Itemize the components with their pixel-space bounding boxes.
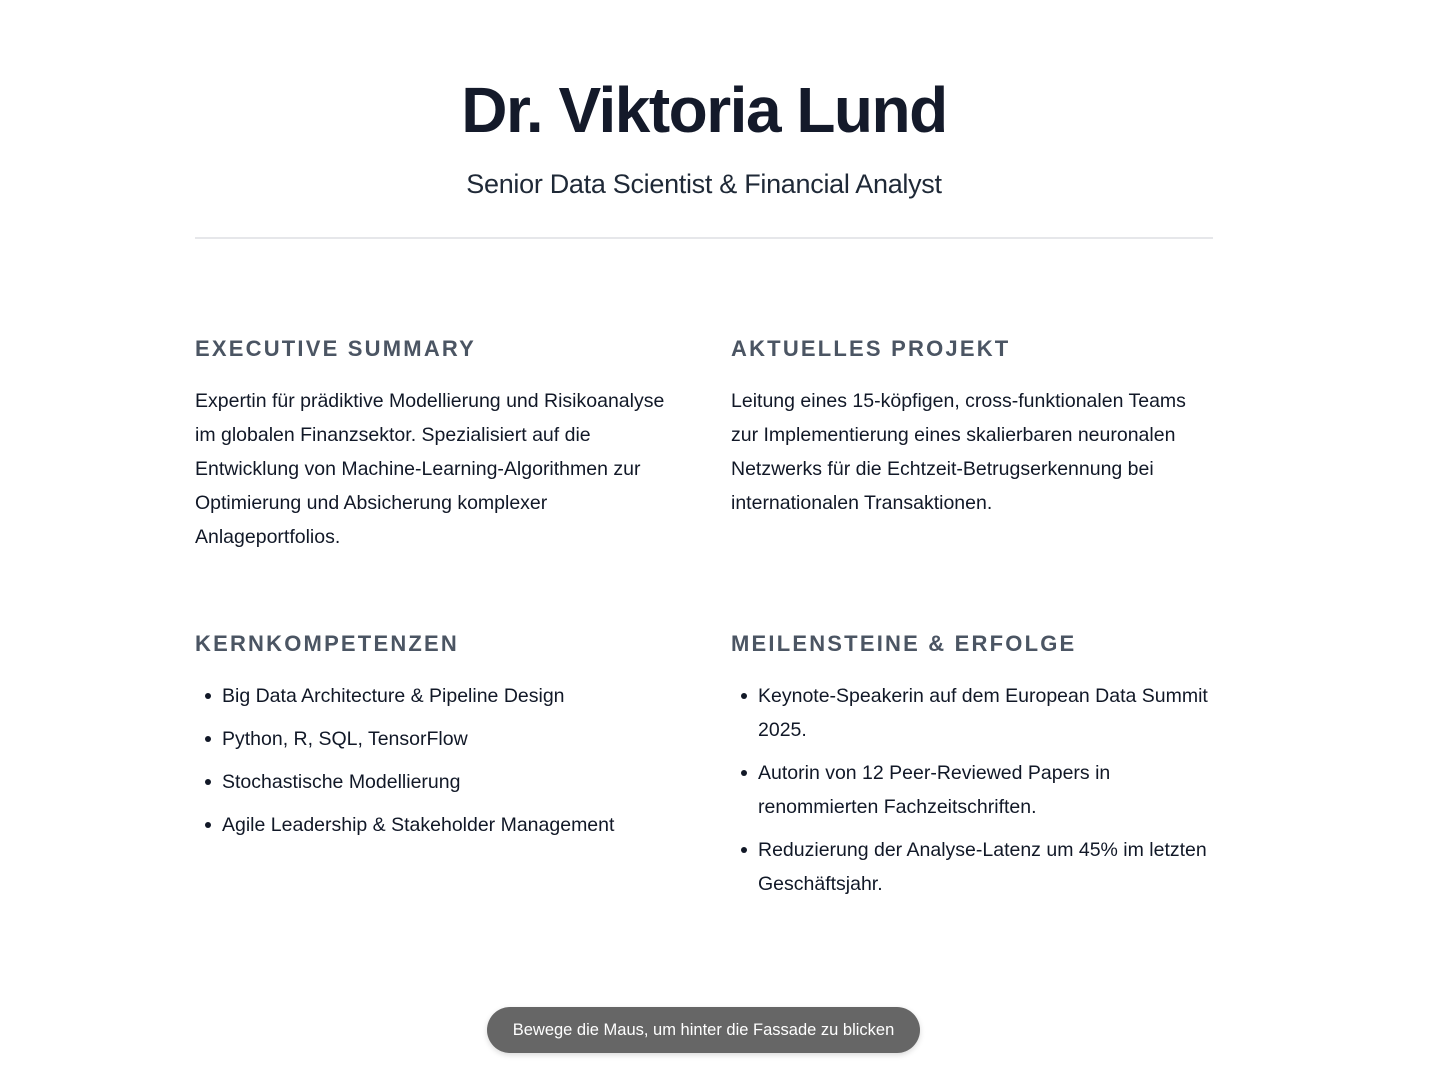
section-heading: KERNKOMPETENZEN — [195, 631, 460, 656]
profile-title: Senior Data Scientist & Financial Analyst — [466, 169, 942, 199]
resume-page — [195, 0, 1213, 910]
list-item — [731, 679, 1213, 747]
section-executive-summary — [195, 336, 673, 554]
section-core-skills — [195, 631, 673, 910]
section-current-project — [731, 336, 1213, 554]
section-heading: MEILENSTEINE & ERFOLGE — [731, 631, 1077, 656]
skills-list — [195, 679, 673, 842]
list-item — [731, 756, 1213, 824]
bullet-icon — [205, 736, 211, 742]
list-item-text: Keynote-Speakerin auf dem European Data Summit 2025. — [758, 685, 1208, 741]
list-item-text: Python, R, SQL, TensorFlow — [222, 728, 468, 750]
list-item — [731, 833, 1213, 901]
list-item — [195, 808, 673, 842]
header-divider — [195, 237, 1213, 239]
list-item-text: Reduzierung der Analyse-Latenz um 45% im letzten Geschäftsjahr. — [758, 839, 1207, 895]
bullet-icon — [205, 822, 211, 828]
bullet-icon — [741, 770, 747, 776]
milestones-list — [731, 679, 1213, 901]
bullet-icon — [205, 779, 211, 785]
list-item-text: Stochastische Modellierung — [222, 771, 461, 793]
section-heading: EXECUTIVE SUMMARY — [195, 336, 477, 361]
profile-header — [195, 0, 1213, 201]
bullet-icon — [205, 693, 211, 699]
list-item-text: Agile Leadership & Stakeholder Management — [222, 814, 615, 836]
profile-name: Dr. Viktoria Lund — [461, 74, 947, 146]
list-item — [195, 679, 673, 713]
hover-hint-badge: Bewege die Maus, um hinter die Fassade zu blicken — [487, 1007, 920, 1053]
section-heading: AKTUELLES PROJEKT — [731, 336, 1011, 361]
list-item-text: Autorin von 12 Peer-Reviewed Papers in renommierten Fachzeitschriften. — [758, 762, 1111, 818]
list-item — [195, 765, 673, 799]
bullet-icon — [741, 693, 747, 699]
section-milestones — [731, 631, 1213, 910]
project-text: Leitung eines 15-köpfigen, cross-funktionalen Teams zur Implementierung eines skalierbaren neuronalen Netzwerks für die Echtzeit-Betrugserkennung bei internationalen Transaktionen. — [731, 390, 1186, 514]
summary-text: Expertin für prädiktive Modellierung und Risikoanalyse im globalen Finanzsektor. Spezialisiert auf die Entwicklung von Machine-Learning-Algorithmen zur Optimierung und Absicherung komplexer Anlageportfolios. — [195, 390, 665, 548]
sections-grid — [195, 336, 1213, 910]
list-item-text: Big Data Architecture & Pipeline Design — [222, 685, 565, 707]
bullet-icon — [741, 847, 747, 853]
list-item — [195, 722, 673, 756]
